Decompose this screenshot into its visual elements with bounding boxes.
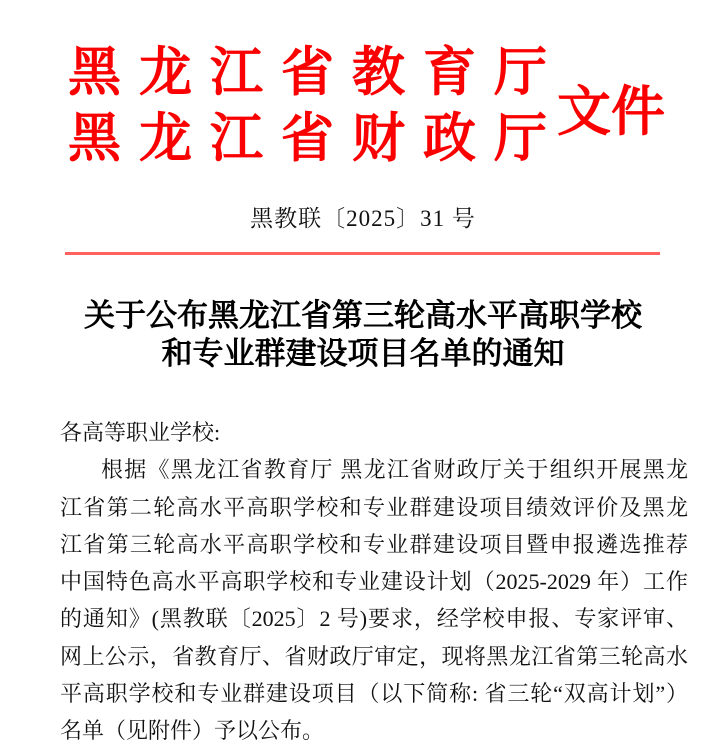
document-body (60, 414, 688, 750)
letterhead (68, 40, 565, 172)
doc-number: 黑教联〔2025〕31 号 (250, 206, 476, 231)
paragraph-line: 中国特色高水平高职学校和专业建设计划（2025-2029 年）工作 (60, 569, 688, 595)
paragraph-line: 的通知》(黑教联〔2025〕2 号)要求，经学校申报、专家评审、 (60, 606, 688, 632)
salutation: 各高等职业学校: (60, 420, 221, 445)
agency-name-line2: 黑龙江省财政厅 (68, 110, 565, 168)
paragraph-line: 平高职学校和专业群建设项目（以下简称: 省三轮“双高计划”） (60, 681, 688, 707)
paragraph-line: 根据《黑龙江省教育厅 黑龙江省财政厅关于组织开展黑龙 (101, 457, 688, 483)
paragraph-line: 名单（见附件）予以公布。 (60, 718, 325, 744)
document-title (0, 297, 726, 373)
doc-type-label: 文件 (557, 82, 665, 142)
paragraph-line: 江省第二轮高水平高职学校和专业群建设项目绩效评价及黑龙 (60, 494, 688, 520)
agency-name-line1: 黑龙江省教育厅 (68, 44, 565, 102)
red-divider-line (65, 252, 660, 255)
document-title-line1: 关于公布黑龙江省第三轮高水平高职学校 (84, 298, 642, 333)
paragraph-line: 网上公示，省教育厅、省财政厅审定，现将黑龙江省第三轮高水 (60, 643, 688, 669)
document-title-line2: 和专业群建设项目名单的通知 (161, 336, 565, 371)
paragraph-line: 江省第三轮高水平高职学校和专业群建设项目暨申报遴选推荐 (60, 531, 688, 557)
